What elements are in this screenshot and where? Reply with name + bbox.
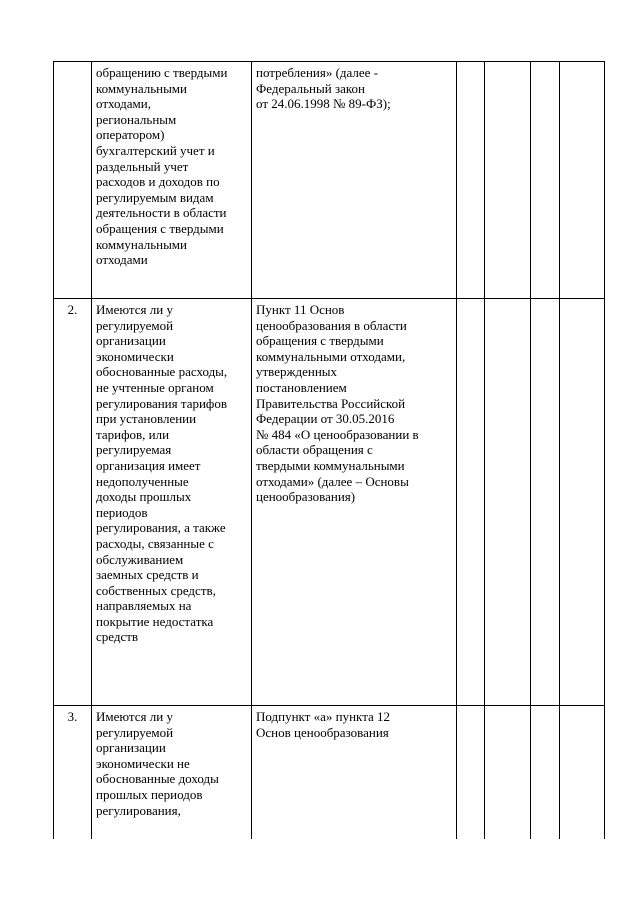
answer-yes-cell bbox=[457, 299, 485, 706]
question-cell bbox=[92, 299, 252, 706]
answer-na-cell bbox=[531, 62, 560, 299]
legal-reference-cell bbox=[252, 62, 457, 299]
table-row bbox=[54, 62, 605, 299]
answer-yes-cell bbox=[457, 62, 485, 299]
answer-yes-cell bbox=[457, 706, 485, 840]
note-cell bbox=[560, 62, 605, 299]
legal-reference-text: Подпункт «а» пункта 12 Основ ценообразования bbox=[256, 709, 391, 740]
legal-reference-cell bbox=[252, 299, 457, 706]
question-cell bbox=[92, 706, 252, 840]
answer-na-cell bbox=[531, 299, 560, 706]
row-number: 2. bbox=[67, 302, 78, 317]
legal-reference-cell bbox=[252, 706, 457, 840]
table-row bbox=[54, 706, 605, 840]
question-cell bbox=[92, 62, 252, 299]
answer-no-cell bbox=[485, 706, 531, 840]
answer-na-cell bbox=[531, 706, 560, 840]
table-row bbox=[54, 299, 605, 706]
legal-reference-text: потребления» (далее - Федеральный закон от 24.06.1998 № 89-ФЗ); bbox=[256, 65, 391, 112]
note-cell bbox=[560, 299, 605, 706]
note-cell bbox=[560, 706, 605, 840]
question-text: Имеются ли у регулируемой организации экономически обоснованные расходы, не учтенные органом регулирования тарифов при установлении тарифов, или регулируемая организация имеет недополученные доходы прошлых периодов регулирования, а также расходы, связанные с обслуживанием заемных средств и собственных средств, направляемых на покрытие недостатка средств bbox=[96, 302, 228, 645]
row-number: 3. bbox=[67, 709, 78, 724]
answer-no-cell bbox=[485, 62, 531, 299]
checklist-table bbox=[53, 61, 605, 839]
question-text: обращению с твердыми коммунальными отходами, региональным оператором) бухгалтерский учет и раздельный учет расходов и доходов по регулируемым видам деятельности в области обращения с твердыми коммунальными отходами bbox=[96, 65, 228, 268]
row-number-cell bbox=[54, 62, 92, 299]
row-number-cell bbox=[54, 706, 92, 840]
legal-reference-text: Пункт 11 Основ ценообразования в области обращения с твердыми коммунальными отходами, утвержденных постановлением Правительства Российской Федерации от 30.05.2016 № 484 «О ценообразовании в области обращения с твердыми коммунальными отходами» (далее – Основы ценообразования) bbox=[256, 302, 419, 505]
question-text: Имеются ли у регулируемой организации экономически не обоснованные доходы прошлых периодов регулирования, bbox=[96, 709, 219, 818]
row-number-cell bbox=[54, 299, 92, 706]
answer-no-cell bbox=[485, 299, 531, 706]
